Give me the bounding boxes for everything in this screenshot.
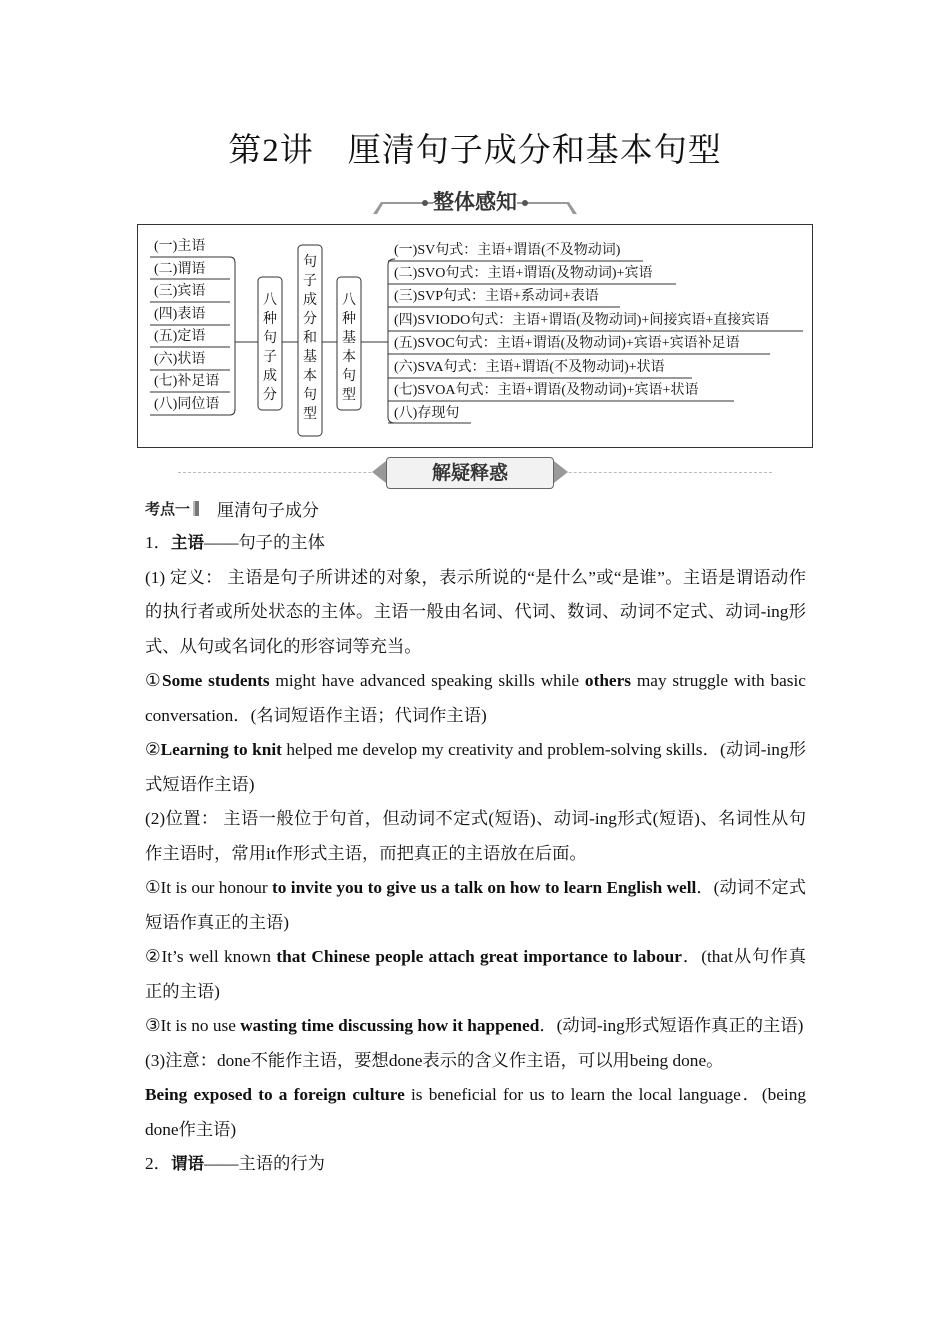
pattern-svoa: (七)SVOA句式：主语+谓语(及物动词)+宾语+状语 xyxy=(394,383,699,398)
banner-arrow-right-icon xyxy=(554,461,568,483)
component-predicative: (四)表语 xyxy=(154,307,206,322)
overview-banner-label: 整体感知 xyxy=(433,190,517,214)
section-tag: 考点一 xyxy=(145,500,191,518)
example-5: ③It is no use wasting time discussing how it happened．(动词-ing形式短语作真正的主语) xyxy=(145,1016,804,1035)
section-title: 厘清句子成分 xyxy=(217,501,320,521)
example-4: ②It’s well known that Chinese people attach great importance to labour．(that从句作真正的主语) xyxy=(145,947,806,1001)
example-2: ②Learning to knit helped me develop my creativity and problem-solving skills．(动词-ing形式短语作主语) xyxy=(145,740,806,794)
eight-patterns-label: 八 种 基 本 句 型 xyxy=(342,292,356,403)
example-1: ①Some students might have advanced speaking skills while others may struggle with basic conversation．(名词短语作主语；代词作主语) xyxy=(145,671,806,725)
component-adverbial: (六)状语 xyxy=(154,352,206,367)
section-marker-icon xyxy=(193,501,199,516)
doubt-banner-label: 解疑释惑 xyxy=(386,457,554,489)
outline-diagram xyxy=(137,224,813,448)
component-appositive: (八)同位语 xyxy=(154,397,220,412)
pattern-svp: (三)SVP句式：主语+系动词+表语 xyxy=(394,289,599,304)
component-subject: (一)主语 xyxy=(154,239,206,254)
pattern-svo: (二)SVO句式：主语+谓语(及物动词)+宾语 xyxy=(394,266,653,281)
banner-deco-right-icon xyxy=(517,198,577,214)
subheading-predicate: 2．谓语——主语的行为 xyxy=(145,1154,325,1173)
center-topic-label: 句 子 成 分 和 基 本 句 型 xyxy=(303,254,317,422)
example-3: ①It is our honour to invite you to give us a talk on how to learn English well．(动词不定式短语作真正的主语) xyxy=(145,878,806,932)
doubt-banner xyxy=(178,455,772,491)
pattern-existential: (八)存现句 xyxy=(394,406,460,421)
page-title: 第2讲 厘清句子成分和基本句型 xyxy=(228,133,722,169)
note-paragraph: (3)注意：done不能作主语，要想done表示的含义作主语，可以用being done。 xyxy=(145,1050,724,1070)
component-attributive: (五)定语 xyxy=(154,329,206,344)
definition-paragraph: (1) 定义： 主语是句子所讲述的对象，表示所说的“是什么”或“是谁”。主语是谓语动作的执行者或所处状态的主体。主语一般由名词、代词、数词、动词不定式、动词-ing形式、从句或名词化的形容词等充当。 xyxy=(145,567,806,656)
component-object: (三)宾语 xyxy=(154,284,206,299)
example-6: Being exposed to a foreign culture is beneficial for us to learn the local language．(being done作主语) xyxy=(145,1085,806,1139)
subheading-subject: 1．主语——句子的主体 xyxy=(145,533,325,552)
pattern-sva: (六)SVA句式：主语+谓语(不及物动词)+状语 xyxy=(394,360,665,375)
component-complement: (七)补足语 xyxy=(154,374,220,389)
banner-arrow-left-icon xyxy=(372,461,386,483)
pattern-sv: (一)SV句式：主语+谓语(不及物动词) xyxy=(394,243,621,258)
component-predicate: (二)谓语 xyxy=(154,262,206,277)
body-content xyxy=(145,526,806,1182)
overview-banner xyxy=(0,186,950,216)
pattern-svoc: (五)SVOC句式：主语+谓语(及物动词)+宾语+宾语补足语 xyxy=(394,336,740,351)
eight-components-label: 八 种 句 子 成 分 xyxy=(263,292,277,403)
position-paragraph: (2)位置： 主语一般位于句首，但动词不定式(短语)、动词-ing形式(短语)、名词性从句作主语时，常用it作形式主语，而把真正的主语放在后面。 xyxy=(145,809,806,863)
section-heading xyxy=(145,496,319,521)
pattern-sviodo: (四)SVIODO句式：主语+谓语(及物动词)+间接宾语+直接宾语 xyxy=(394,313,770,328)
banner-deco-left-icon xyxy=(373,198,433,214)
